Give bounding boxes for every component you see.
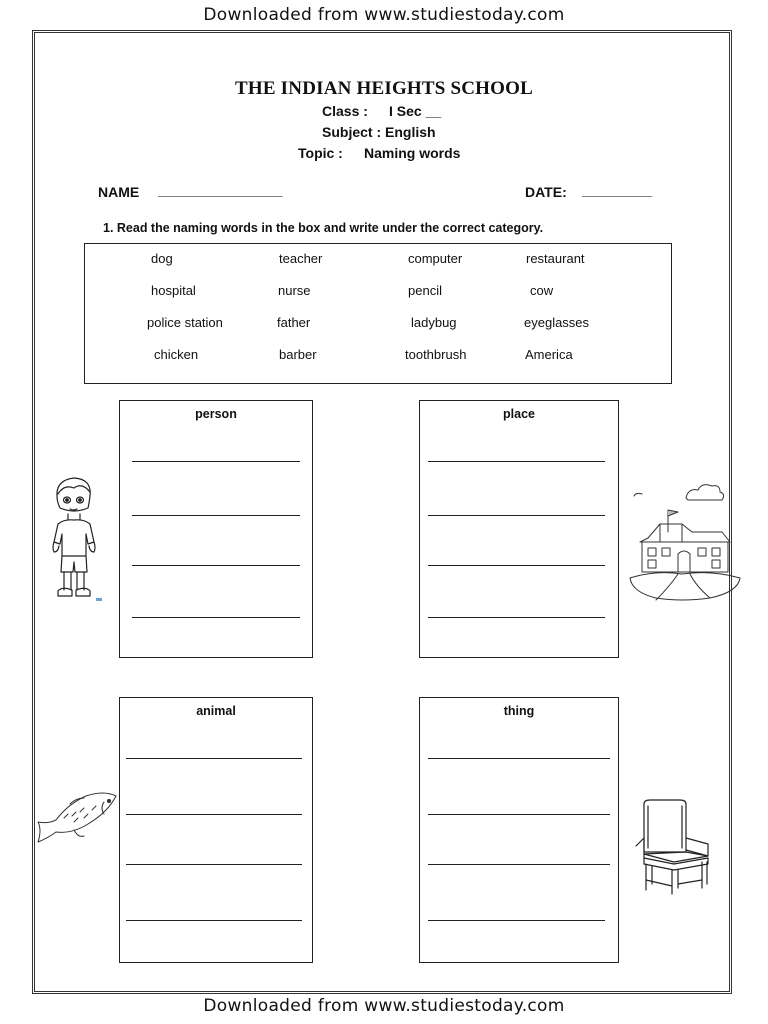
word-item: father <box>277 315 311 330</box>
person-category-box <box>119 400 313 658</box>
answer-line[interactable] <box>126 814 302 815</box>
word-item: barber <box>279 347 317 362</box>
word-item: America <box>525 347 573 362</box>
word-item: dog <box>151 251 173 266</box>
class-value: I Sec __ <box>389 103 442 119</box>
answer-line[interactable] <box>126 864 302 865</box>
animal-category-title: animal <box>196 704 236 718</box>
word-item: cow <box>530 283 554 298</box>
word-item: police station <box>147 315 223 330</box>
topic-value: Naming words <box>364 145 461 161</box>
top-download-banner: Downloaded from www.studiestoday.com <box>203 5 565 25</box>
answer-line[interactable] <box>126 920 302 921</box>
thing-category-title: thing <box>503 704 535 718</box>
naming-words-box <box>84 243 672 384</box>
boy-illustration-icon <box>44 474 106 606</box>
subject-line: Subject : English <box>322 124 436 140</box>
word-item: chicken <box>154 347 199 362</box>
question-instruction: 1. Read the naming words in the box and write under the correct category. <box>103 221 544 235</box>
class-label: Class : <box>322 103 368 119</box>
fish-illustration-icon <box>34 788 120 854</box>
word-item: toothbrush <box>405 347 467 362</box>
word-item: pencil <box>408 283 442 298</box>
answer-line[interactable] <box>428 617 605 618</box>
place-category-title: place <box>503 407 535 421</box>
bottom-download-banner: Downloaded from www.studiestoday.com <box>203 996 565 1016</box>
date-label: DATE: <box>525 184 567 200</box>
answer-line[interactable] <box>428 758 610 759</box>
word-item: ladybug <box>411 315 457 330</box>
answer-line[interactable] <box>132 617 300 618</box>
answer-line[interactable] <box>428 814 610 815</box>
date-blank[interactable]: _________ <box>582 182 653 198</box>
answer-line[interactable] <box>132 515 300 516</box>
answer-line[interactable] <box>428 515 605 516</box>
answer-line[interactable] <box>132 461 300 462</box>
answer-line[interactable] <box>428 864 610 865</box>
place-category-box <box>419 400 619 658</box>
answer-line[interactable] <box>132 565 300 566</box>
word-item: computer <box>408 251 463 266</box>
word-item: nurse <box>278 283 311 298</box>
word-item: eyeglasses <box>524 315 590 330</box>
school-building-illustration-icon <box>626 480 744 604</box>
word-item: restaurant <box>526 251 585 266</box>
answer-line[interactable] <box>428 565 605 566</box>
word-item: teacher <box>279 251 323 266</box>
name-label: NAME <box>98 184 140 200</box>
word-item: hospital <box>151 283 196 298</box>
person-category-title: person <box>195 407 237 421</box>
name-blank[interactable]: ________________ <box>158 182 283 198</box>
answer-line[interactable] <box>428 461 605 462</box>
answer-line[interactable] <box>126 758 302 759</box>
topic-label: Topic : <box>298 145 343 161</box>
thing-category-box <box>419 697 619 963</box>
school-name: THE INDIAN HEIGHTS SCHOOL <box>235 78 533 99</box>
animal-category-box <box>119 697 313 963</box>
armchair-illustration-icon <box>634 798 714 896</box>
answer-line[interactable] <box>428 920 605 921</box>
